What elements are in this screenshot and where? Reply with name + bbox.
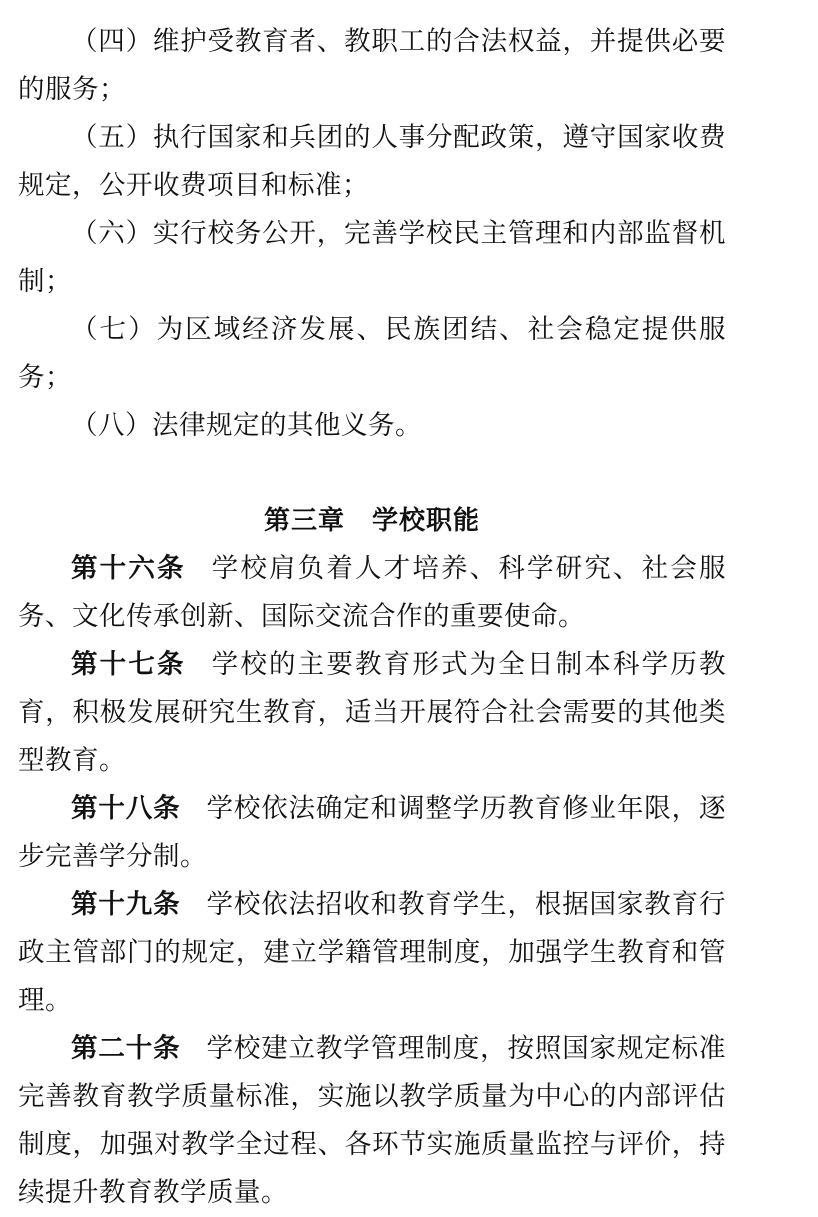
article-number: 第十八条 — [71, 793, 181, 824]
article-text: 学校依法招收和教育学生，根据国家教育行政主管部门的规定，建立学籍管理制度，加强学生教育和管理。 — [18, 889, 727, 1016]
clause-7: （七）为区域经济发展、民族团结、社会稳定提供服务； — [18, 314, 726, 393]
article-text: 学校肩负着人才培养、科学研究、社会服务、文化传承创新、国际交流合作的重要使命。 — [18, 553, 727, 632]
article-16 — [18, 545, 726, 641]
document-page — [18, 18, 726, 1217]
article-number: 第十六条 — [71, 553, 186, 584]
article-number: 第十九条 — [71, 889, 181, 920]
clause-6: （六）实行校务公开，完善学校民主管理和内部监督机制； — [18, 218, 726, 297]
clause-8: （八）法律规定的其他义务。 — [71, 410, 422, 441]
article-number: 第十七条 — [71, 649, 186, 680]
article-17 — [18, 641, 726, 785]
article-text: 学校依法确定和调整学历教育修业年限，逐步完善学分制。 — [18, 793, 727, 872]
clause-5: （五）执行国家和兵团的人事分配政策，遵守国家收费规定，公开收费项目和标准； — [18, 122, 726, 201]
article-text: 学校的主要教育形式为全日制本科学历教育，积极发展研究生教育，适当开展符合社会需要的其他类型教育。 — [18, 649, 727, 776]
article-18 — [18, 785, 726, 881]
clause-4: （四）维护受教育者、教职工的合法权益，并提供必要的服务； — [18, 26, 726, 105]
chapter-title: 第三章 学校职能 — [263, 506, 480, 536]
article-20 — [18, 1025, 726, 1217]
article-text: 学校建立教学管理制度，按照国家规定标准完善教育教学质量标准，实施以教学质量为中心的内部评估制度，加强对教学全过程、各环节实施质量监控与评价，持续提升教育教学质量。 — [18, 1033, 727, 1208]
article-number: 第二十条 — [71, 1033, 181, 1064]
article-19 — [18, 881, 726, 1025]
